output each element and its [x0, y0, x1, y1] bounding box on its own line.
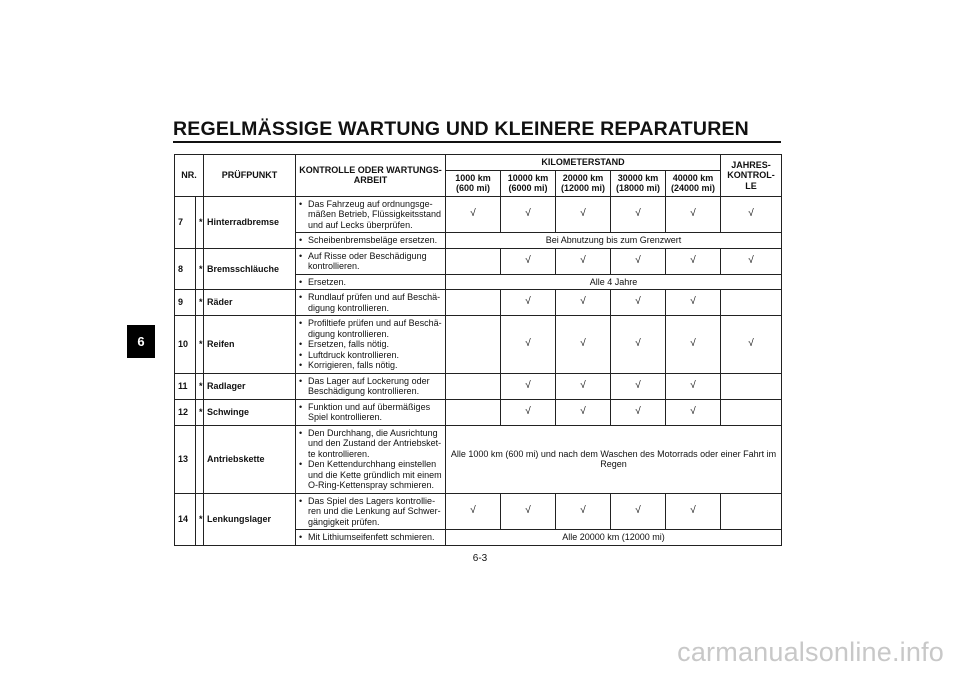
empty-cell — [721, 399, 782, 425]
row-item: Reifen — [204, 316, 296, 374]
check-mark: √ — [501, 373, 556, 399]
row-action: • Scheibenbremsbeläge ersetzen. — [296, 233, 446, 249]
empty-cell — [446, 248, 501, 274]
row-action: • Das Spiel des Lagers kontrollie-ren und die Lenkung auf Schwer-gängigkeit prüfen. — [296, 493, 446, 530]
check-mark: √ — [611, 316, 666, 374]
row-asterisk — [196, 425, 204, 493]
header-km-1000: 1000 km (600 mi) — [446, 170, 501, 196]
row-asterisk: * — [196, 399, 204, 425]
table-row — [175, 425, 782, 493]
check-mark: √ — [501, 493, 556, 530]
row-asterisk: * — [196, 493, 204, 545]
row-item: Radlager — [204, 373, 296, 399]
row-action: • Ersetzen. — [296, 274, 446, 290]
table-row — [175, 316, 782, 374]
row-action: • Profiltiefe prüfen und auf Beschä-digung kontrollieren. • Ersetzen, falls nötig. • Luftdruck kontrollieren. • Korrigieren, falls nötig. — [296, 316, 446, 374]
check-mark: √ — [611, 196, 666, 233]
row-number: 10 — [175, 316, 196, 374]
page-number: 6-3 — [472, 553, 488, 564]
check-mark: √ — [556, 493, 611, 530]
check-mark: √ — [721, 248, 782, 274]
empty-cell — [446, 399, 501, 425]
row-asterisk: * — [196, 290, 204, 316]
check-mark: √ — [721, 196, 782, 233]
interval-note: Alle 20000 km (12000 mi) — [446, 530, 782, 546]
table-row — [175, 196, 782, 233]
check-mark: √ — [501, 316, 556, 374]
check-mark: √ — [556, 248, 611, 274]
table-row — [175, 373, 782, 399]
check-mark: √ — [611, 399, 666, 425]
table-row — [175, 290, 782, 316]
table-row — [175, 493, 782, 530]
empty-cell — [446, 316, 501, 374]
row-number: 8 — [175, 248, 196, 290]
title-rule — [173, 141, 781, 143]
row-number: 13 — [175, 425, 196, 493]
row-asterisk: * — [196, 373, 204, 399]
row-action: • Auf Risse oder Beschädigung kontrollieren. — [296, 248, 446, 274]
check-mark: √ — [556, 316, 611, 374]
row-asterisk: * — [196, 248, 204, 290]
empty-cell — [721, 373, 782, 399]
check-mark: √ — [501, 248, 556, 274]
empty-cell — [446, 290, 501, 316]
check-mark: √ — [611, 373, 666, 399]
check-mark: √ — [501, 196, 556, 233]
row-item: Bremsschläuche — [204, 248, 296, 290]
row-action: • Mit Lithiumseifenfett schmieren. — [296, 530, 446, 546]
empty-cell — [446, 373, 501, 399]
row-item: Antriebskette — [204, 425, 296, 493]
row-asterisk: * — [196, 196, 204, 248]
row-item: Räder — [204, 290, 296, 316]
row-item: Schwinge — [204, 399, 296, 425]
page-title: REGELMÄSSIGE WARTUNG UND KLEINERE REPARATUREN — [173, 118, 749, 140]
row-action: • Den Durchhang, die Ausrichtung und den Zustand der Antriebsket-te kontrollieren. • Den Kettendurchhang einstellen und die Kette gründlich mit einem O-Ring-Kettenspray schmieren. — [296, 425, 446, 493]
check-mark: √ — [501, 290, 556, 316]
row-item: Hinterradbremse — [204, 196, 296, 248]
check-mark: √ — [666, 399, 721, 425]
row-asterisk: * — [196, 316, 204, 374]
header-item: PRÜFPUNKT — [204, 155, 296, 197]
header-km-20000: 20000 km (12000 mi) — [556, 170, 611, 196]
check-mark: √ — [666, 316, 721, 374]
check-mark: √ — [556, 290, 611, 316]
header-action: KONTROLLE ODER WARTUNGS-ARBEIT — [296, 155, 446, 197]
row-action: • Das Lager auf Lockerung oder Beschädigung kontrollieren. — [296, 373, 446, 399]
check-mark: √ — [556, 373, 611, 399]
row-number: 7 — [175, 196, 196, 248]
header-km-10000: 10000 km (6000 mi) — [501, 170, 556, 196]
check-mark: √ — [666, 373, 721, 399]
check-mark: √ — [666, 248, 721, 274]
header-km-40000: 40000 km (24000 mi) — [666, 170, 721, 196]
row-number: 14 — [175, 493, 196, 545]
chapter-tab: 6 — [127, 325, 155, 358]
check-mark: √ — [556, 196, 611, 233]
row-item: Lenkungslager — [204, 493, 296, 545]
row-action: • Rundlauf prüfen und auf Beschä-digung kontrollieren. — [296, 290, 446, 316]
check-mark: √ — [666, 493, 721, 530]
interval-note: Alle 1000 km (600 mi) und nach dem Waschen des Motorrads oder einer Fahrt im Regen — [446, 425, 782, 493]
interval-note: Alle 4 Jahre — [446, 274, 782, 290]
check-mark: √ — [611, 248, 666, 274]
row-number: 11 — [175, 373, 196, 399]
table-row — [175, 248, 782, 274]
header-annual: JAHRES-KONTROL-LE — [721, 155, 782, 197]
check-mark: √ — [611, 290, 666, 316]
row-action: • Funktion und auf übermäßiges Spiel kontrollieren. — [296, 399, 446, 425]
header-km-30000: 30000 km (18000 mi) — [611, 170, 666, 196]
header-km-group: KILOMETERSTAND — [446, 155, 721, 171]
check-mark: √ — [666, 196, 721, 233]
check-mark: √ — [501, 399, 556, 425]
row-number: 12 — [175, 399, 196, 425]
row-number: 9 — [175, 290, 196, 316]
header-nr: NR. — [175, 155, 204, 197]
check-mark: √ — [721, 316, 782, 374]
maintenance-table — [174, 154, 782, 546]
interval-note: Bei Abnutzung bis zum Grenzwert — [446, 233, 782, 249]
check-mark: √ — [611, 493, 666, 530]
empty-cell — [721, 290, 782, 316]
check-mark: √ — [556, 399, 611, 425]
row-action: • Das Fahrzeug auf ordnungsge-mäßen Betrieb, Flüssigkeitsstand und auf Lecks überprüfen. — [296, 196, 446, 233]
check-mark: √ — [446, 493, 501, 530]
empty-cell — [721, 493, 782, 530]
check-mark: √ — [446, 196, 501, 233]
table-row — [175, 399, 782, 425]
watermark: carmanualsonline.info — [677, 637, 944, 667]
check-mark: √ — [666, 290, 721, 316]
